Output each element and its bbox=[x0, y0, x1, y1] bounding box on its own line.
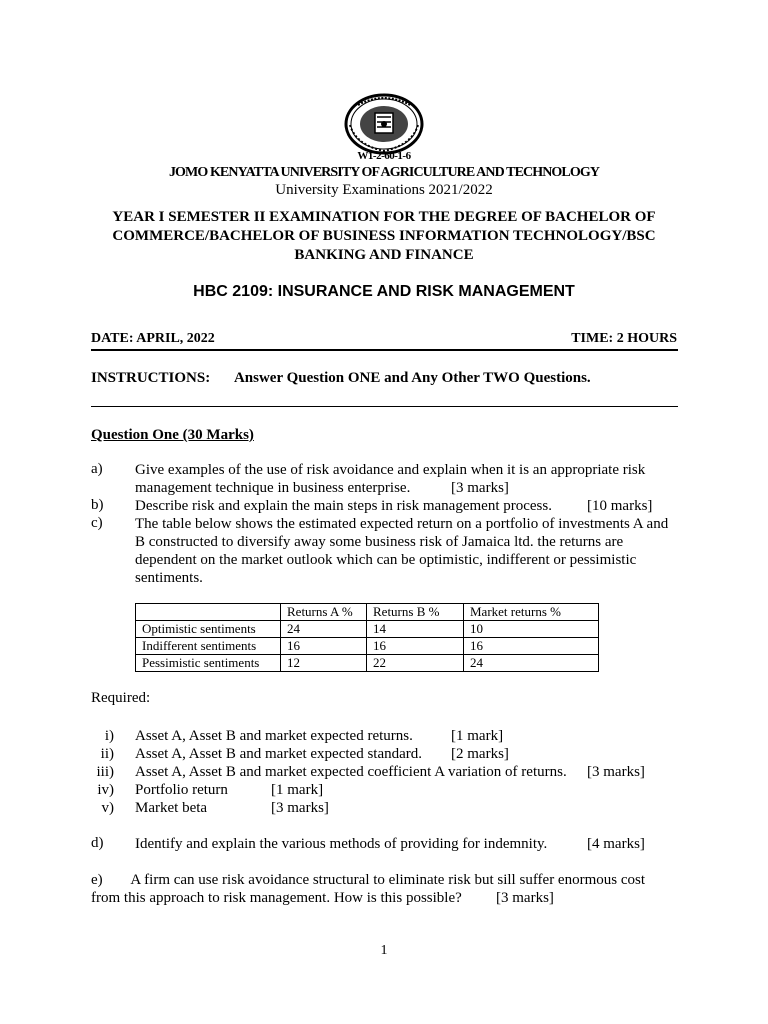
table-header-cell bbox=[136, 604, 281, 621]
table-header-cell: Market returns % bbox=[464, 604, 599, 621]
question-a-line-2: management technique in business enterprise. bbox=[135, 480, 411, 496]
table-cell: 14 bbox=[367, 621, 464, 638]
table-cell: 16 bbox=[464, 638, 599, 655]
exam-code: W1-2-60-1-6 bbox=[357, 150, 411, 162]
instructions-label: INSTRUCTIONS: bbox=[91, 370, 211, 386]
question-a-text bbox=[135, 461, 680, 497]
question-a-label: a) bbox=[91, 461, 103, 477]
question-d-line: Identify and explain the various methods of providing for indemnity. bbox=[135, 836, 548, 852]
sub-question-label: iv) bbox=[97, 782, 114, 798]
sub-question bbox=[135, 782, 655, 799]
exam-time: TIME: 2 HOURS bbox=[571, 331, 677, 346]
sub-question bbox=[135, 728, 655, 745]
degree-line-2: COMMERCE/BACHELOR OF BUSINESS INFORMATION TECHNOLOGY/BSC bbox=[112, 228, 656, 244]
table-cell: 16 bbox=[367, 638, 464, 655]
question-e-line-2: from this approach to risk management. How is this possible? bbox=[91, 890, 462, 906]
table-cell: 12 bbox=[281, 655, 367, 672]
question-c-line-1: The table below shows the estimated expected return on a portfolio of investments A and bbox=[135, 516, 669, 532]
table-header-cell: Returns A % bbox=[281, 604, 367, 621]
course-title: HBC 2109: INSURANCE AND RISK MANAGEMENT bbox=[193, 283, 575, 300]
instructions-text: Answer Question ONE and Any Other TWO Questions. bbox=[233, 370, 591, 386]
divider bbox=[91, 406, 678, 407]
sub-question-marks: [3 marks] bbox=[587, 764, 645, 780]
table-cell: Indifferent sentiments bbox=[136, 638, 281, 655]
sub-question-marks: [3 marks] bbox=[271, 800, 329, 816]
question-d-marks: [4 marks] bbox=[587, 836, 645, 852]
table-row bbox=[136, 621, 599, 638]
sub-question bbox=[135, 746, 655, 763]
sub-question-label: iii) bbox=[96, 764, 114, 780]
table-cell: 24 bbox=[281, 621, 367, 638]
question-e-label: e) bbox=[91, 872, 103, 888]
instructions bbox=[91, 370, 591, 387]
exam-session: University Examinations 2021/2022 bbox=[275, 182, 493, 198]
degree-line-1: YEAR I SEMESTER II EXAMINATION FOR THE DEGREE OF BACHELOR OF bbox=[112, 209, 656, 225]
date-time-line bbox=[91, 331, 677, 347]
question-c-text bbox=[135, 515, 680, 587]
sub-question-marks: [1 mark] bbox=[271, 782, 324, 798]
question-a-line-1: Give examples of the use of risk avoidance and explain when it is an appropriate risk bbox=[135, 462, 646, 478]
question-e bbox=[91, 871, 681, 907]
sub-question-label: ii) bbox=[100, 746, 114, 762]
table-header-cell: Returns B % bbox=[367, 604, 464, 621]
page-number: 1 bbox=[380, 943, 388, 958]
question-b-marks: [10 marks] bbox=[587, 498, 653, 514]
question-e-marks: [3 marks] bbox=[496, 890, 554, 906]
sub-question-text: Portfolio return bbox=[135, 782, 228, 798]
question-c-line-2: B constructed to diversify away some business risk of Jamaica ltd. the returns are bbox=[135, 534, 624, 550]
university-name: JOMO KENYATTA UNIVERSITY OF AGRICULTURE AND TECHNOLOGY bbox=[168, 165, 600, 180]
question-a-marks: [3 marks] bbox=[451, 480, 509, 496]
table-cell: 24 bbox=[464, 655, 599, 672]
question-d-text bbox=[135, 835, 680, 853]
divider bbox=[91, 349, 678, 351]
university-seal-logo bbox=[344, 93, 424, 155]
question-b-label: b) bbox=[91, 497, 104, 513]
table-row bbox=[136, 638, 599, 655]
sub-question-text: Asset A, Asset B and market expected returns. bbox=[135, 728, 413, 744]
table-cell: Pessimistic sentiments bbox=[136, 655, 281, 672]
returns-table bbox=[135, 603, 599, 672]
degree-line-3: BANKING AND FINANCE bbox=[294, 247, 474, 263]
sub-question-text: Asset A, Asset B and market expected standard. bbox=[135, 746, 423, 762]
table-cell: 16 bbox=[281, 638, 367, 655]
question-c-line-4: sentiments. bbox=[135, 570, 203, 586]
table-row bbox=[136, 655, 599, 672]
question-c-line-3: dependent on the market outlook which can be optimistic, indifferent or pessimistic bbox=[135, 552, 637, 568]
sub-question-marks: [1 mark] bbox=[451, 728, 504, 744]
sub-question-label: v) bbox=[101, 800, 114, 816]
sub-question bbox=[135, 764, 655, 781]
table-cell: 10 bbox=[464, 621, 599, 638]
sub-question-text: Asset A, Asset B and market expected coefficient A variation of returns. bbox=[135, 764, 567, 780]
table-header-row bbox=[136, 604, 599, 621]
table-cell: Optimistic sentiments bbox=[136, 621, 281, 638]
question-e-line-1: A firm can use risk avoidance structural to eliminate risk but sill suffer enormous cost bbox=[130, 872, 646, 888]
table-cell: 22 bbox=[367, 655, 464, 672]
question-one-heading: Question One (30 Marks) bbox=[91, 427, 254, 443]
degree-title bbox=[0, 208, 768, 265]
sub-question bbox=[135, 800, 655, 817]
sub-question-label: i) bbox=[104, 728, 114, 744]
sub-question-marks: [2 marks] bbox=[451, 746, 509, 762]
question-b-line: Describe risk and explain the main steps in risk management process. bbox=[135, 498, 552, 514]
question-d-label: d) bbox=[91, 835, 104, 851]
required-label: Required: bbox=[91, 690, 151, 706]
exam-date: DATE: APRIL, 2022 bbox=[91, 331, 215, 346]
question-c-label: c) bbox=[91, 515, 103, 531]
sub-question-text: Market beta bbox=[135, 800, 208, 816]
question-b-text bbox=[135, 497, 680, 515]
